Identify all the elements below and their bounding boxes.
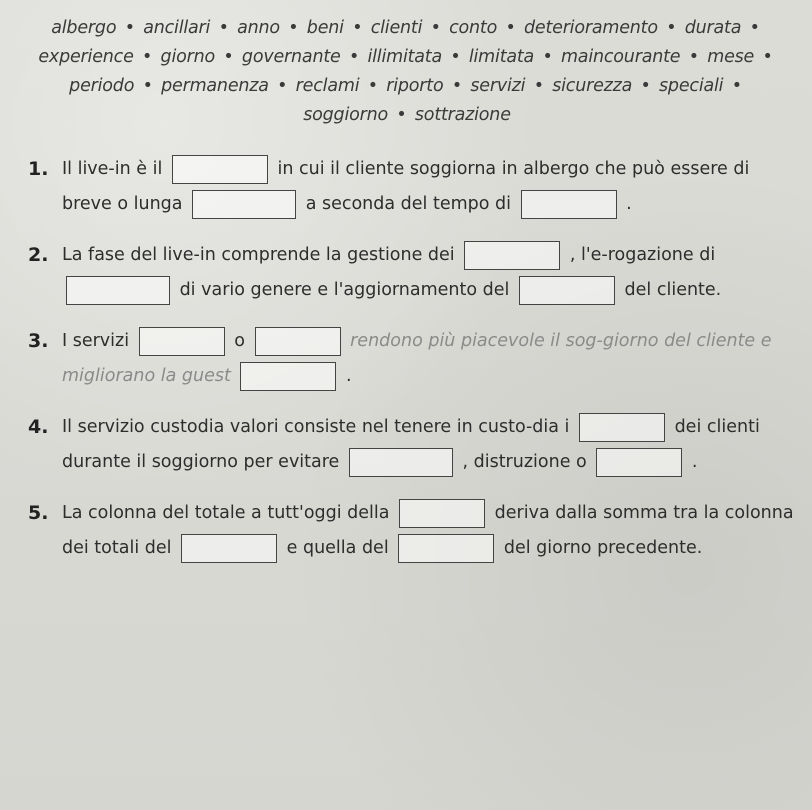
word-separator: • xyxy=(277,76,288,96)
answer-blank[interactable] xyxy=(521,190,617,219)
word-separator: • xyxy=(367,76,378,96)
word-bank-item: conto xyxy=(449,18,498,38)
exercise-text-part: , distruzione o xyxy=(462,452,587,472)
word-bank-item: reclami xyxy=(295,76,360,96)
word-separator: • xyxy=(505,18,516,38)
word-separator: • xyxy=(348,47,360,67)
answer-blank[interactable] xyxy=(579,413,665,442)
exercise-1 xyxy=(28,152,794,222)
word-bank-item: speciali xyxy=(659,76,724,96)
exercise-text-part: . xyxy=(345,366,352,386)
word-separator: • xyxy=(762,47,773,67)
exercise-number: 2. xyxy=(28,244,49,266)
exercise-number: 3. xyxy=(28,330,49,352)
word-separator: • xyxy=(124,18,135,38)
word-bank-item: clienti xyxy=(370,18,423,38)
exercise-text-part: a seconda del tempo di xyxy=(305,194,511,214)
answer-blank[interactable] xyxy=(192,190,296,219)
word-separator: • xyxy=(223,47,234,67)
exercise-text xyxy=(62,152,794,222)
word-bank-item: maincourante xyxy=(560,47,681,67)
exercise-number: 1. xyxy=(28,158,49,180)
word-separator: • xyxy=(430,18,441,38)
word-bank-item: illimitata xyxy=(367,47,442,67)
exercise-text-part: , l'e-rogazione di xyxy=(569,245,716,265)
word-bank-item: periodo xyxy=(69,76,135,96)
word-bank-item: giorno xyxy=(160,47,216,67)
word-separator: • xyxy=(142,76,153,96)
exercise-text-part: dei clienti durante il soggiorno per evitare xyxy=(62,417,760,472)
word-bank-item: deterioramento xyxy=(523,18,658,38)
exercise-text-part: Il servizio custodia valori consiste nel tenere in custo-dia i xyxy=(62,417,570,437)
word-separator: • xyxy=(688,47,699,67)
word-separator: • xyxy=(142,47,153,67)
exercise-text-part: deriva dalla somma tra la colonna dei totali del xyxy=(62,503,794,558)
answer-blank[interactable] xyxy=(519,276,615,305)
exercise-text xyxy=(62,238,794,308)
word-bank-item: limitata xyxy=(468,47,535,67)
exercise-text-part: rendono più piacevole il sog-giorno del cliente e migliorano la guest xyxy=(62,331,772,386)
word-bank-item: ancillari xyxy=(143,18,211,38)
exercise-text-part: di vario genere e l'aggiornamento del xyxy=(179,280,510,300)
exercise-text-part: o xyxy=(234,331,245,351)
exercise-text-part: e quella del xyxy=(286,538,389,558)
word-bank-item: soggiorno xyxy=(303,105,389,125)
answer-blank[interactable] xyxy=(464,241,560,270)
answer-blank[interactable] xyxy=(139,327,225,356)
answer-blank[interactable] xyxy=(399,499,485,528)
word-bank-item: governante xyxy=(241,47,341,67)
exercise-number: 5. xyxy=(28,502,49,524)
word-separator: • xyxy=(542,47,553,67)
word-bank xyxy=(28,14,786,130)
word-separator: • xyxy=(396,105,407,125)
word-bank-item: sicurezza xyxy=(552,76,633,96)
word-separator: • xyxy=(749,18,760,38)
word-separator: • xyxy=(218,18,229,38)
exercise-number: 4. xyxy=(28,416,49,438)
word-separator: • xyxy=(640,76,651,96)
word-bank-item: beni xyxy=(306,18,344,38)
exercise-text xyxy=(62,410,794,480)
word-bank-item: anno xyxy=(237,18,280,38)
exercise-text-part: La colonna del totale a tutt'oggi della xyxy=(62,503,390,523)
word-bank-item: riporto xyxy=(386,76,444,96)
exercise-text-part: in cui il cliente soggiorna in albergo che può essere di breve o lunga xyxy=(62,159,750,214)
word-separator: • xyxy=(451,76,462,96)
exercise-text-part: . xyxy=(626,194,632,214)
exercise-3 xyxy=(28,324,794,394)
word-bank-item: servizi xyxy=(470,76,526,96)
word-bank-item: albergo xyxy=(51,18,117,38)
exercise-text xyxy=(62,324,794,394)
word-separator: • xyxy=(450,47,461,67)
exercise-2 xyxy=(28,238,794,308)
answer-blank[interactable] xyxy=(66,276,170,305)
word-bank-item: sottrazione xyxy=(414,105,511,125)
word-bank-item: experience xyxy=(38,47,134,67)
exercise-5 xyxy=(28,496,794,566)
word-separator: • xyxy=(666,18,677,38)
word-separator: • xyxy=(352,18,363,38)
exercise-4 xyxy=(28,410,794,480)
word-bank-item: permanenza xyxy=(161,76,269,96)
exercise-text-part: Il live-in è il xyxy=(62,159,163,179)
exercise-text-part: del giorno precedente. xyxy=(503,538,703,558)
answer-blank[interactable] xyxy=(255,327,341,356)
exercise-text-part: . xyxy=(691,452,698,472)
exercise-text xyxy=(62,496,794,566)
word-bank-item: durata xyxy=(684,18,742,38)
exercise-text-part: La fase del live-in comprende la gestione dei xyxy=(62,245,455,265)
word-separator: • xyxy=(533,76,544,96)
answer-blank[interactable] xyxy=(172,155,268,184)
answer-blank[interactable] xyxy=(349,448,453,477)
exercise-text-part: I servizi xyxy=(62,331,130,351)
answer-blank[interactable] xyxy=(596,448,682,477)
word-separator: • xyxy=(731,76,742,96)
answer-blank[interactable] xyxy=(181,534,277,563)
word-separator: • xyxy=(288,18,299,38)
word-bank-item: mese xyxy=(707,47,755,67)
answer-blank[interactable] xyxy=(240,362,336,391)
answer-blank[interactable] xyxy=(398,534,494,563)
exercise-text-part: del cliente. xyxy=(624,280,722,300)
